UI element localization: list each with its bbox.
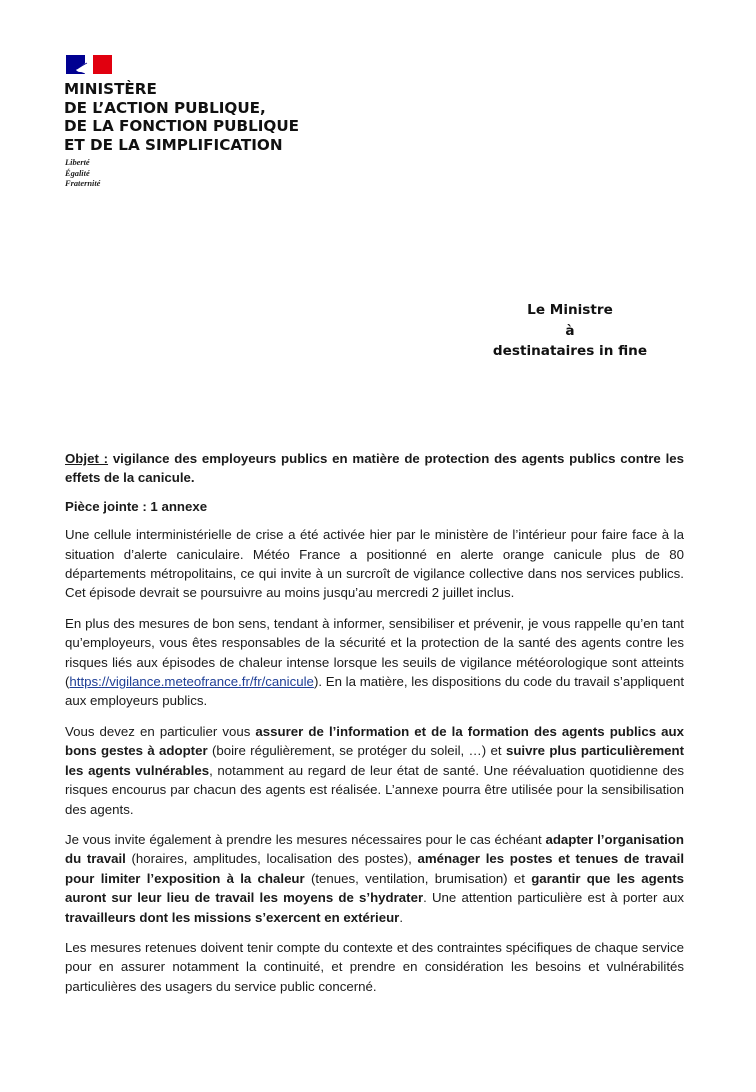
paragraph-1: Une cellule interministérielle de crise a été activée hier par le ministère de l’intérieur pour faire face à la situation d’alerte caniculaire. Météo France a positionné en alerte orange canicule plus de 80 départements métropolitains, ce qui invite à un surcroît de vigilance collective dans nos services publics. Cet épisode devrait se poursuivre au moins jusqu’au mercredi 2 juillet inclus. (65, 527, 684, 601)
subject-line (65, 449, 684, 488)
attachment-line (65, 497, 684, 516)
ministry-line: DE L’ACTION PUBLIQUE, (64, 98, 266, 117)
paragraph-4-text: (horaires, amplitudes, localisation des postes), (125, 851, 418, 867)
paragraph-4-emphasis: garantir que les agents auront sur leur lieu de travail les moyens de s’hydrater (65, 870, 684, 906)
paragraph-2-text: En plus des mesures de bon sens, tendant à informer, sensibiliser et prévenir, je vous rappelle qu’en tant qu’employeurs, vous êtes responsables de la sécurité et la protection de la santé des agents contre les risques liés aux épisodes de chaleur intense lorsque les seuils de vigilance météorologique sont atteints ( (65, 615, 684, 690)
paragraph-2-text-end: ). En la matière, les dispositions du code du travail s’appliquent aux employeurs publics. (65, 674, 684, 709)
paragraph-4-text: . (399, 909, 404, 925)
paragraph-4-emphasis: travailleurs dont les missions s’exercent en extérieur (65, 909, 400, 925)
ministry-line: MINISTÈRE (64, 80, 157, 98)
paragraph-4-emphasis: aménager les postes et tenues de travail pour limiter l’exposition à la chaleur (65, 851, 684, 886)
paragraph-4-text: (tenues, ventilation, brumisation) et (304, 870, 532, 886)
motto-liberte: Liberté (65, 158, 90, 167)
paragraph-4 (65, 830, 684, 927)
subject-label: Objet : (65, 451, 109, 466)
motto-fraternite: Fraternité (65, 179, 101, 189)
motto-egalite: Égalité (65, 168, 90, 178)
meteofrance-link[interactable]: https://vigilance.meteofrance.fr/fr/canicule (69, 674, 314, 690)
ministry-line: DE LA FONCTION PUBLIQUE (64, 117, 300, 136)
sender-title: Le Ministre (527, 302, 613, 318)
paragraph-5: Les mesures retenues doivent tenir compte du contexte et des contraintes spécifiques de chaque service pour en assurer notamment la continuité, et prendre en considération les besoins et vulnérabilités particulières des usagers du service public concerné. (65, 939, 684, 994)
paragraph-3-emphasis: suivre plus particulièrement les agents vulnérables (65, 743, 685, 778)
recipient-block (470, 300, 670, 362)
recipient-preposition: à (565, 322, 575, 339)
paragraph-4-emphasis: adapter l’organisation du travail (65, 831, 684, 867)
paragraph-4-text: Je vous invite également à prendre les mesures nécessaires pour le cas échéant (65, 831, 546, 847)
paragraph-2 (65, 614, 684, 711)
subject-text: vigilance des employeurs publics en matière de protection des agents publics contre les effets de la canicule. (65, 451, 684, 486)
attachment-text: Pièce jointe : 1 annexe (65, 498, 208, 514)
recipient-addressees: destinataires in fine (492, 343, 648, 359)
paragraph-3-text: (boire régulièrement, se protéger du soleil, …) et (207, 743, 506, 759)
marianne-logo-icon (66, 55, 112, 74)
paragraph-3-emphasis: assurer de l’information et de la formation des agents publics aux bons gestes à adopter (65, 723, 684, 759)
paragraph-3 (65, 722, 684, 819)
letter-body (65, 449, 684, 1007)
paragraph-4-text: . Une attention particulière est à porter aux (423, 890, 685, 906)
ministry-line: ET DE LA SIMPLIFICATION (64, 135, 283, 154)
paragraph-3-text: Vous devez en particulier vous (65, 723, 256, 739)
ministry-name (64, 80, 299, 154)
republic-motto (65, 158, 100, 190)
paragraph-3-text: , notamment au regard de leur état de santé. Une réévaluation quotidienne des risques encourus par chacun des agents est réalisée. L’annexe pourra être utilisée pour la sensibilisation des agents. (65, 762, 684, 817)
